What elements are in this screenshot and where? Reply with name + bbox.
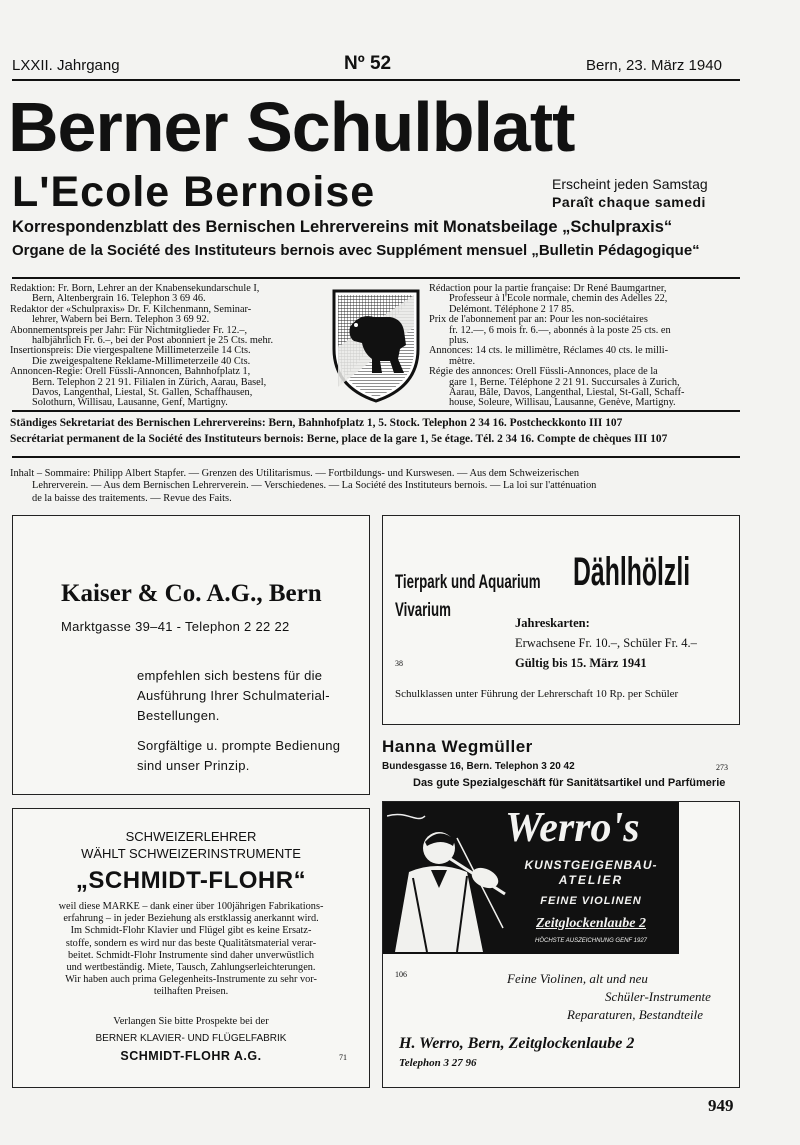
schmidt-body-line: weil diese MARKE – dank einer über 100jährigen Fabrikations- — [58, 901, 324, 912]
impressum-german — [10, 284, 273, 409]
masthead-top-rule — [12, 79, 740, 81]
impressum-line: house, Soleure, Willisau, Lausanne, Genève, Martigny. — [449, 397, 676, 409]
schmidt-body-line: stoffe, sondern es wird nur das beste Qualitätsmaterial verar- — [65, 937, 317, 949]
tierpark-headline: Tierpark und Aquarium — [395, 572, 541, 593]
secretariat-french: Secrétariat permanent de la Société des Instituteurs bernois: Berne, place de la gare 1, 5e étage. Tél. 2 34 16. Compte de chèques III 107 — [10, 433, 668, 445]
schmidt-body-line: teilhaften Preisen. — [153, 986, 229, 998]
kaiser-slogan — [137, 736, 340, 776]
impressum-line: Redaktor der «Schulpraxis» Dr. F. Kilchenmann, Seminar- — [10, 303, 252, 315]
kaiser-text-line: Bestellungen. — [137, 708, 220, 723]
impressum-line: Prix de l'abonnement par an: Pour les non-sociétaires — [429, 314, 648, 326]
tierpark-vivarium: Vivarium — [395, 600, 451, 621]
werro-line-4: Zeitglockenlaube 2 — [535, 916, 647, 931]
werro-banner — [383, 802, 679, 954]
contents-line: de la baisse des traitements. — Revue des Faits. — [32, 492, 232, 504]
schedule-french: Paraît chaque samedi — [552, 194, 706, 210]
impressum-line: Insertionspreis: Die viergespaltene Millimeterzeile 14 Cts. — [10, 345, 251, 357]
schmidt-body-line: Im Schmidt-Flohr Klavier und Flügel gibt es keine Ersatz- — [70, 925, 312, 937]
impressum-french — [429, 284, 684, 409]
schmidt-line-1: SCHWEIZERLEHRER — [125, 829, 257, 844]
violinist-illustration — [387, 808, 507, 952]
impressum-line: Delémont. Téléphone 2 17 85. — [449, 303, 575, 315]
title-german: Berner Schulblatt — [8, 88, 575, 166]
tierpark-tickets-label: Jahreskarten: — [515, 616, 590, 630]
impressum-line: Bern, Altenbergrain 16. Telephon 3 69 46. — [32, 293, 206, 305]
kaiser-text — [137, 666, 330, 726]
tierpark-tickets-prices: Erwachsene Fr. 10.–, Schüler Fr. 4.– — [515, 636, 697, 650]
secretariat-rule — [12, 456, 740, 458]
schmidt-company: SCHMIDT-FLOHR A.G. — [120, 1049, 262, 1063]
werro-line-2: ATELIER — [558, 873, 624, 887]
impressum-line: gare 1, Berne. Téléphone 2 21 91. Succursales à Zurich, — [449, 376, 680, 388]
schmidt-line-2: WÄHLT SCHWEIZERINSTRUMENTE — [81, 846, 301, 861]
kaiser-text-line: empfehlen sich bestens für die — [137, 668, 323, 683]
impressum-line: plus. — [449, 335, 469, 347]
werro-line-3: FEINE VIOLINEN — [540, 895, 642, 907]
subtitle-french: Organe de la Société des Instituteurs bernois avec Supplément mensuel „Bulletin Pédagogique“ — [12, 242, 700, 259]
issue-number: Nº 52 — [344, 53, 392, 74]
volume: LXXII. Jahrgang — [12, 57, 120, 74]
impressum-line: Solothurn, Willisau, Lausanne, Genf, Martigny. — [32, 397, 228, 409]
werro-address: H. Werro, Bern, Zeitglockenlaube 2 — [399, 1035, 635, 1052]
schmidt-body-line: erfahrung – in jeder Beziehung als erstklassig anerkannt wird. — [63, 913, 319, 925]
tierpark-note: Schulklassen unter Führung der Lehrerschaft 10 Rp. per Schüler — [395, 688, 679, 700]
impressum-rule — [12, 410, 740, 412]
werro-phone: Telephon 3 27 96 — [399, 1057, 477, 1069]
wegmueller-address: Bundesgasse 16, Bern. Telephon 3 20 42 — [382, 761, 575, 772]
schedule-german: Erscheint jeden Samstag — [552, 176, 708, 192]
subtitle-german: Korrespondenzblatt des Bernischen Lehrervereins mit Monatsbeilage „Schulpraxis“ — [12, 218, 673, 236]
impressum-line: Die zweigespaltene Reklame-Millimeterzeile 40 Cts. — [32, 355, 251, 367]
impressum-line: fr. 12.—, 6 mois fr. 6.—, abonnés à la poste 25 cts. en — [449, 324, 671, 336]
impressum-line: Abonnementspreis per Jahr: Für Nichtmitglieder Fr. 12.–, — [10, 324, 248, 336]
impressum-line: Annonces: 14 cts. le millimètre, Réclames 40 cts. le milli- — [429, 345, 669, 357]
schmidt-brand: „SCHMIDT-FLOHR“ — [75, 867, 307, 894]
impressum-line: Davos, Langenthal, Liestal, St. Gallen, Schaffhausen, — [32, 387, 253, 399]
ad-werro — [382, 801, 740, 1088]
table-of-contents — [10, 468, 596, 505]
impressum-line: lehrer, Wabern bei Bern. Telephon 3 69 92. — [32, 314, 210, 326]
kaiser-text-line: Ausführung Ihrer Schulmaterial- — [137, 688, 330, 703]
schmidt-body — [13, 901, 369, 999]
schmidt-ref: 71 — [339, 1053, 347, 1062]
tierpark-ref: 38 — [395, 659, 403, 668]
ad-schmidt-flohr — [12, 808, 370, 1088]
schmidt-factory: BERNER KLAVIER- UND FLÜGELFABRIK — [95, 1033, 287, 1044]
werro-ref: 106 — [395, 970, 407, 979]
bern-coat-of-arms — [330, 287, 422, 405]
contents-line: Inhalt – Sommaire: Philipp Albert Stapfer. — Grenzen des Utilitarismus. — Fortbildungs- und Kurswesen. — Aus dem Schweizerischen — [10, 468, 580, 479]
impressum-line: Bern. Telephon 2 21 91. Filialen in Zürich, Aarau, Basel, — [32, 376, 267, 388]
impressum-line: Redaktion: Fr. Born, Lehrer an der Knabensekundarschule I, — [10, 283, 260, 294]
schmidt-body-line: beitet. Schmidt-Flohr Instrumente sind daher unverwüstlich — [68, 949, 314, 961]
werro-line-1: KUNSTGEIGENBAU- — [524, 858, 658, 872]
werro-line-5: HÖCHSTE AUSZEICHNUNG GENF 1927 — [534, 938, 648, 944]
impressum-line: halbjährlich Fr. 6.–, bei der Post abonniert je 25 Cts. mehr. — [32, 335, 274, 347]
werro-offer-2: Schüler-Instrumente — [605, 989, 711, 1004]
schmidt-body-line: Wir haben auch prima Gelegenheits-Instrumente zu sehr vor- — [65, 974, 317, 986]
impressum-line: Aarau, Bâle, Davos, Langenthal, Liestal, St-Gall, Schaff- — [449, 387, 685, 399]
wegmueller-slogan: Das gute Spezialgeschäft für Sanitätsartikel und Parfümerie — [413, 777, 726, 789]
tierpark-valid: Gültig bis 15. März 1941 — [515, 656, 647, 670]
kaiser-slogan-line: Sorgfältige u. prompte Bedienung — [137, 738, 341, 753]
secretariat-german: Ständiges Sekretariat des Bernischen Lehrervereins: Bern, Bahnhofplatz 1, 5. Stock. Telephon 2 34 16. Postcheckkonto III 107 — [10, 417, 623, 429]
issue-date: Bern, 23. März 1940 — [586, 57, 722, 74]
ad-tierpark — [382, 515, 740, 725]
contents-line: Lehrerverein. — Aus dem Bernischen Lehrerverein. — Verschiedenes. — La Société des Instituteurs bernois. — La loi sur l'atténuation — [32, 480, 597, 492]
impressum-line: Rédaction pour la partie française: Dr René Baumgartner, — [429, 283, 667, 294]
kaiser-slogan-line: sind unser Prinzip. — [137, 758, 250, 773]
impressum-line: Annoncen-Regie: Orell Füssli-Annoncen, Bahnhofplatz 1, — [10, 366, 251, 378]
page-number: 949 — [708, 1096, 734, 1115]
werro-offer-3: Reparaturen, Bestandteile — [567, 1007, 703, 1022]
wegmueller-ref: 273 — [716, 763, 728, 772]
schmidt-body-line: und wertbeständig. Miete, Tausch, Zahlungserleichterungen. — [66, 962, 316, 974]
title-french: L'Ecole Bernoise — [12, 168, 376, 216]
impressum-line: Régie des annonces: Orell Füssli-Annonces, place de la — [429, 366, 658, 378]
subtitle-rule — [12, 277, 740, 279]
kaiser-name: Kaiser & Co. A.G., Bern — [61, 580, 322, 607]
schmidt-prospekt: Verlangen Sie bitte Prospekte bei der — [113, 1016, 269, 1027]
wegmueller-name: Hanna Wegmüller — [382, 737, 533, 756]
tierpark-big-title: Dählhölzli — [573, 550, 691, 594]
impressum-line: mètre. — [449, 355, 476, 367]
impressum-line: Professeur à l'Ecole normale, chemin des Adelles 22, — [449, 293, 668, 305]
werro-offer-1: Feine Violinen, alt und neu — [507, 971, 648, 986]
kaiser-address: Marktgasse 39–41 - Telephon 2 22 22 — [61, 619, 290, 634]
ad-kaiser — [12, 515, 370, 795]
werro-logo: Werro's — [505, 805, 640, 851]
